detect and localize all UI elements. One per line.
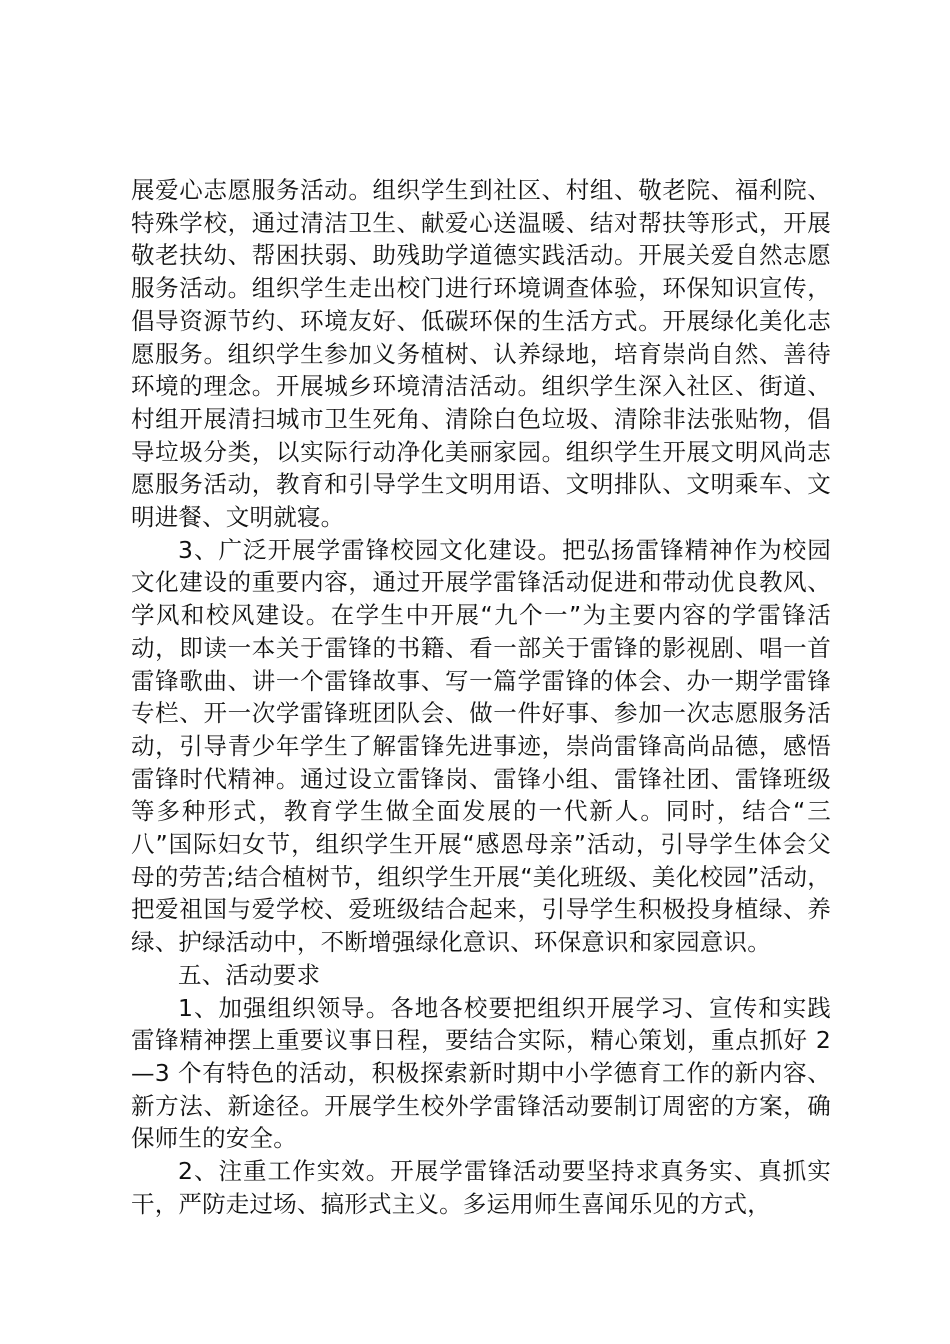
document-page bbox=[131, 174, 831, 1221]
body-paragraph-1: 展爱心志愿服务活动。组织学生到社区、村组、敬老院、福利院、特殊学校，通过清洁卫生、献爱心送温暖、结对帮扶等形式，开展敬老扶幼、帮困扶弱、助残助学道德实践活动。开展关爱自然志愿服务活动。组织学生走出校门进行环境调查体验，环保知识宣传，倡导资源节约、环境友好、低碳环保的生活方式。开展绿化美化志愿服务。组织学生参加义务植树、认养绿地，培育崇尚自然、善待环境的理念。开展城乡环境清洁活动。组织学生深入社区、街道、村组开展清扫城市卫生死角、清除白色垃圾、清除非法张贴物，倡导垃圾分类，以实际行动净化美丽家园。组织学生开展文明风尚志愿服务活动，教育和引导学生文明用语、文明排队、文明乘车、文明进餐、文明就寝。 bbox=[131, 176, 831, 532]
body-paragraph-3: 1、加强组织领导。各地各校要把组织开展学习、宣传和实践雷锋精神摆上重要议事日程，要结合实际，精心策划，重点抓好 2—3 个有特色的活动，积极探索新时期中小学德育工作的新内容、新方法、新途径。开展学生校外学雷锋活动要制订周密的方案，确保师生的安全。 bbox=[131, 993, 831, 1153]
body-paragraph-4: 2、注重工作实效。开展学雷锋活动要坚持求真务实、真抓实干，严防走过场、搞形式主义。多运用师生喜闻乐见的方式， bbox=[131, 1157, 831, 1218]
body-paragraph-2: 3、广泛开展学雷锋校园文化建设。把弘扬雷锋精神作为校园文化建设的重要内容，通过开展学雷锋活动促进和带动优良教风、学风和校风建设。在学生中开展“九个一”为主要内容的学雷锋活动，即读一本关于雷锋的书籍、看一部关于雷锋的影视剧、唱一首雷锋歌曲、讲一个雷锋故事、写一篇学雷锋的体会、办一期学雷锋专栏、开一次学雷锋班团队会、做一件好事、参加一次志愿服务活动，引导青少年学生了解雷锋先进事迹，崇尚雷锋高尚品德，感悟雷锋时代精神。通过设立雷锋岗、雷锋小组、雷锋社团、雷锋班级等多种形式，教育学生做全面发展的一代新人。同时，结合“三八”国际妇女节，组织学生开展“感恩母亲”活动，引导学生体会父母的劳苦;结合植树节，组织学生开展“美化班级、美化校园”活动，把爱祖国与爱学校、爱班级结合起来，引导学生积极投身植绿、养绿、护绿活动中，不断增强绿化意识、环保意识和家园意识。 bbox=[131, 535, 831, 957]
section-heading: 五、活动要求 bbox=[178, 960, 321, 989]
